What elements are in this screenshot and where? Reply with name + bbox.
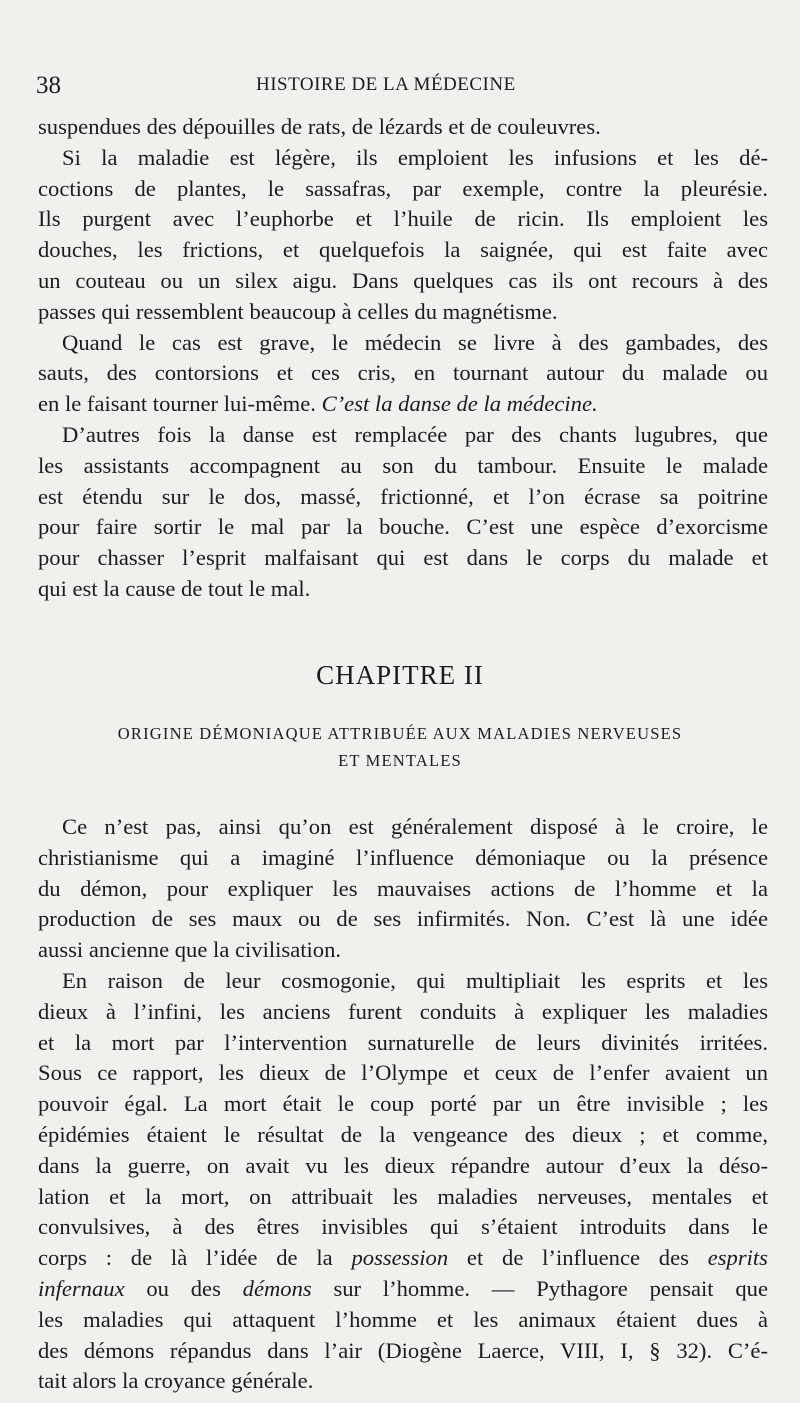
text-line: et la mort par l’intervention surnaturelle de leurs divinités irritées. (38, 1029, 768, 1055)
text-line: Quand le cas est grave, le médecin se livre à des gambades, des (62, 329, 768, 355)
text-line (38, 1274, 768, 1305)
text-line: Ils purgent avec l’euphorbe et l’huile de ricin. Ils emploient les (38, 206, 768, 232)
paragraph (38, 812, 768, 966)
page-header (36, 72, 766, 104)
paragraph (38, 420, 768, 605)
italic-text: possession (351, 1245, 449, 1271)
page-number: 38 (36, 72, 61, 99)
text-line: christianisme qui a imaginé l’influence démoniaque ou la présence (38, 844, 768, 870)
text-line: Si la maladie est légère, ils emploient les infusions et les dé- (62, 144, 768, 170)
text-line: épidémies étaient le résultat de la vengeance des dieux ; et comme, (38, 1121, 768, 1147)
text-line: coctions de plantes, le sassafras, par exemple, contre la pleurésie. (38, 175, 768, 201)
text-run: en le faisant tourner lui-même. (38, 391, 322, 417)
text-line (38, 1243, 768, 1274)
text-line: dans la guerre, on avait vu les dieux répandre autour d’eux la déso- (38, 1152, 768, 1178)
text-line: pour faire sortir le mal par la bouche. C’est une espèce d’exorcisme (38, 514, 768, 540)
text-line: sauts, des contorsions et ces cris, en tournant autour du malade ou (38, 360, 768, 386)
text-line: douches, les frictions, et quelquefois la saignée, qui est faite avec (38, 237, 768, 263)
text-line: des démons répandus dans l’air (Diogène Laerce, VIII, I, § 32). C’é- (38, 1337, 768, 1363)
paragraph (38, 112, 768, 143)
text-line: pouvoir égal. La mort était le coup porté par un être invisible ; les (38, 1091, 768, 1117)
text-line: un couteau ou un silex aigu. Dans quelques cas ils ont recours à des (38, 267, 768, 293)
text-line: du démon, pour expliquer les mauvaises actions de l’homme et la (38, 875, 768, 901)
text-line: Sous ce rapport, les dieux de l’Olympe et ceux de l’enfer avaient un (38, 1060, 768, 1086)
text-line: En raison de leur cosmogonie, qui multipliait les esprits et les (62, 967, 768, 993)
italic-text: C’est la danse de la médecine. (321, 391, 598, 417)
text-run: corps : de là l’idée de la (38, 1245, 352, 1271)
text-run: ou des (124, 1275, 243, 1301)
chapter-subtitle-continued: ET MENTALES (338, 751, 462, 770)
text-line: pour chasser l’esprit malfaisant qui est dans le corps du malade et (38, 545, 768, 571)
italic-text: infernaux (38, 1275, 125, 1301)
text-line: dieux à l’infini, les anciens furent conduits à expliquer les maladies (38, 998, 768, 1024)
text-line: Ce n’est pas, ainsi qu’on est généralement disposé à le croire, le (62, 814, 768, 839)
text-line: les assistants accompagnent au son du tambour. Ensuite le malade (38, 452, 768, 478)
text-line: production de ses maux ou de ses infirmités. Non. C’est là une idée (38, 906, 768, 932)
section-before-chapter (38, 112, 768, 605)
text-run: et de l’influence des (448, 1245, 708, 1271)
text-line: passes qui ressemblent beaucoup à celles du magnétisme. (38, 298, 558, 324)
chapter-subtitle: ORIGINE DÉMONIAQUE ATTRIBUÉE AUX MALADIES NERVEUSES (117, 724, 683, 743)
text-line: les maladies qui attaquent l’homme et les animaux étaient dues à (38, 1306, 768, 1332)
text-line: aussi ancienne que la civilisation. (38, 937, 342, 963)
text-line: D’autres fois la danse est remplacée par des chants lugubres, que (62, 421, 768, 447)
text-line: qui est la cause de tout le mal. (38, 575, 311, 601)
paragraph (38, 966, 768, 1397)
text-line: lation et la mort, on attribuait les maladies nerveuses, mentales et (38, 1183, 768, 1209)
italic-text: démons (242, 1275, 312, 1301)
paragraph (38, 328, 768, 420)
paragraph (38, 143, 768, 328)
italic-text: esprits (707, 1245, 768, 1271)
running-head: HISTOIRE DE LA MÉDECINE (256, 74, 516, 95)
text-line: convulsives, à des êtres invisibles qui s’étaient introduits dans le (38, 1214, 768, 1240)
text-line: suspendues des dépouilles de rats, de lézards et de couleuvres. (38, 114, 601, 139)
text-line: tait alors la croyance générale. (38, 1368, 314, 1394)
chapter-title: CHAPITRE II (316, 660, 484, 690)
section-chapter-body (38, 812, 768, 1397)
text-run: sur l’homme. — Pythagore pensait que (311, 1275, 768, 1301)
text-line (38, 389, 768, 420)
text-line: est étendu sur le dos, massé, frictionné, et l’on écrase sa poitrine (38, 483, 768, 509)
